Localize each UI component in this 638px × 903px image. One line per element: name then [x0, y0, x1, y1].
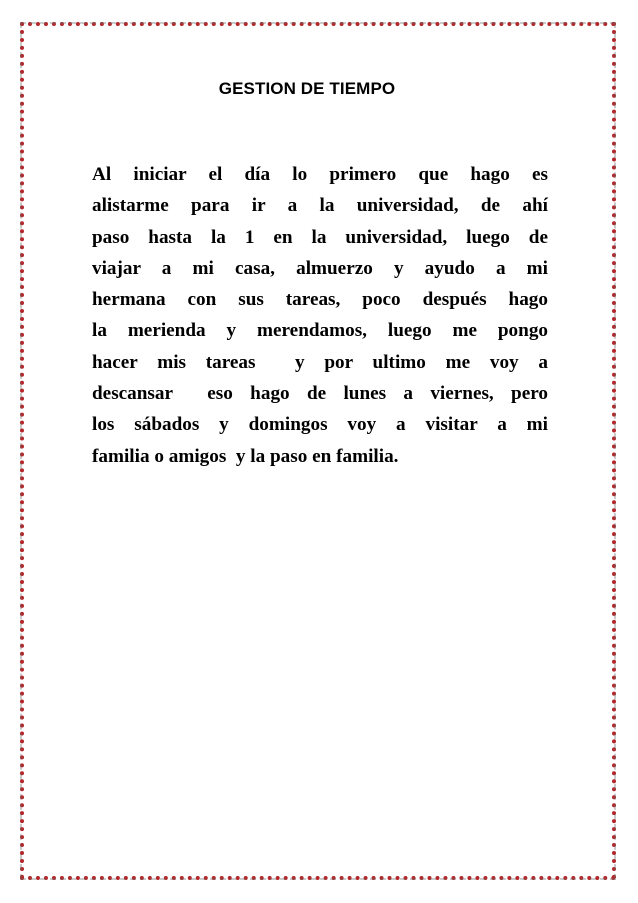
body-paragraph: [92, 159, 548, 472]
paragraph-line: viajar a mi casa, almuerzo y ayudo a mi: [92, 257, 548, 279]
paragraph-line: paso hasta la 1 en la universidad, luego de: [92, 226, 548, 248]
paragraph-line: Al iniciar el día lo primero que hago es: [92, 164, 548, 185]
paragraph-line: la merienda y merendamos, luego me pongo: [92, 320, 548, 342]
paragraph-line: descansar eso hago de lunes a viernes, pero: [92, 383, 548, 405]
paragraph-line: hacer mis tareas y por ultimo me voy a: [92, 351, 548, 373]
paragraph-line: hermana con sus tareas, poco después hago: [92, 289, 548, 311]
page-title-text: GESTION DE TIEMPO: [218, 79, 396, 98]
paragraph-line: familia o amigos y la paso en familia.: [92, 445, 399, 467]
paragraph-line: los sábados y domingos voy a visitar a mi: [92, 414, 548, 436]
paragraph-line: alistarme para ir a la universidad, de ahí: [92, 195, 548, 217]
page-title: [0, 79, 638, 99]
